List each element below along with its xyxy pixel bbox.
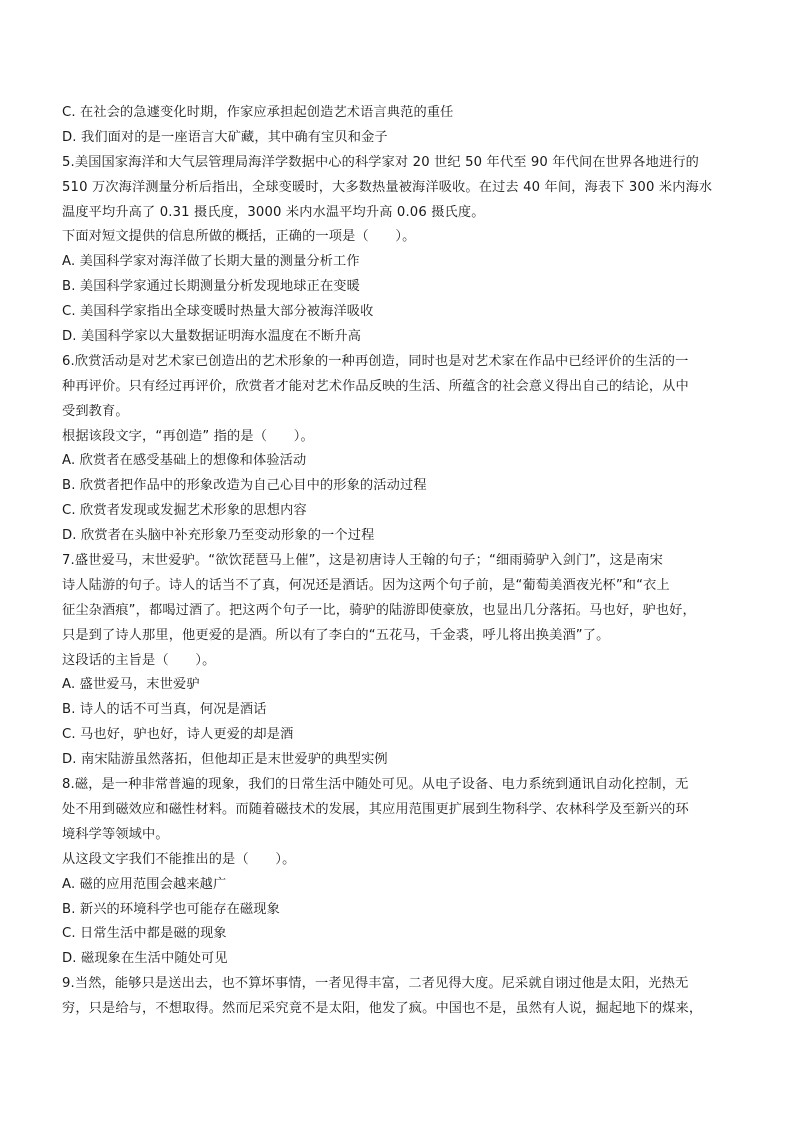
- q7-option-b: B. 诗人的话不可当真，何况是酒话: [62, 702, 267, 718]
- q8-option-d: D. 磁现象在生活中随处可见: [62, 951, 228, 967]
- q7-passage-line: 只是到了诗人那里，他更爱的是酒。所以有了李白的“五花马，千金裘，呼儿将出换美酒”了。: [62, 627, 610, 643]
- q7-passage-line: 诗人陆游的句子。诗人的话当不了真，何况还是酒话。因为这两个句子前，是“葡萄美酒夜光杯”和“衣上: [62, 577, 670, 593]
- q8-passage-line: 境科学等领域中。: [62, 826, 169, 842]
- q6-option-b: B. 欣赏者把作品中的形象改造为自己心目中的形象的活动过程: [62, 478, 427, 494]
- q9-passage-line: 9.当然，能够只是送出去，也不算坏事情，一者见得丰富，二者见得大度。尼采就自诩过他是太阳，光热无: [62, 976, 689, 992]
- q6-option-d: D. 欣赏者在头脑中补充形象乃至变动形象的一个过程: [62, 528, 375, 544]
- q8-passage-line: 处不用到磁效应和磁性材料。而随着磁技术的发展，其应用范围更扩展到生物科学、农林科学及至新兴的环: [62, 801, 689, 817]
- q7-option-a: A. 盛世爱马，末世爱驴: [62, 677, 200, 693]
- q8-option-a: A. 磁的应用范围会越来越广: [62, 876, 227, 892]
- q8-passage-line: 8.磁，是一种非常普遍的现象，我们的日常生活中随处可见。从电子设备、电力系统到通讯自动化控制，无: [62, 777, 689, 793]
- q6-option-a: A. 欣赏者在感受基础上的想像和体验活动: [62, 453, 307, 469]
- q8-option-c: C. 日常生活中都是磁的现象: [62, 926, 227, 942]
- q8-question: 从这段文字我们不能推出的是（ ）。: [62, 851, 296, 867]
- q6-passage-line: 种再评价。只有经过再评价，欣赏者才能对艺术作品反映的生活、所蕴含的社会意义得出自己的结论，从中: [62, 378, 689, 394]
- page-content: [62, 101, 742, 1022]
- q8-option-b: B. 新兴的环境科学也可能存在磁现象: [62, 901, 280, 917]
- q9-passage-line: 穷，只是给与，不想取得。然而尼采究竟不是太阳，他发了疯。中国也不是，虽然有人说，掘起地下的煤来，: [62, 1001, 703, 1017]
- q7-passage-line: 征尘杂酒痕”，都喝过酒了。把这两个句子一比，骑驴的陆游即使豪放，也显出几分落拓。马也好，驴也好，: [62, 602, 696, 618]
- q5-passage-line: 温度平均升高了 0.31 摄氏度，3000 米内水温平均升高 0.06 摄氏度。: [62, 204, 485, 220]
- q5-passage-line: 510 万次海洋测量分析后指出，全球变暖时，大多数热量被海洋吸收。在过去 40 年间，海表下 300 米内海水: [62, 179, 713, 195]
- q5-option-b: B. 美国科学家通过长期测量分析发现地球正在变暖: [62, 279, 360, 295]
- q4-option-c: C. 在社会的急遽变化时期，作家应承担起创造艺术语言典范的重任: [62, 105, 454, 120]
- q5-option-c: C. 美国科学家指出全球变暖时热量大部分被海洋吸收: [62, 304, 374, 320]
- q6-option-c: C. 欣赏者发现或发掘艺术形象的思想内容: [62, 503, 307, 519]
- q5-question: 下面对短文提供的信息所做的概括，正确的一项是（ ）。: [62, 229, 416, 245]
- q7-option-d: D. 南宋陆游虽然落拓，但他却正是末世爱驴的典型实例: [62, 752, 388, 768]
- q7-question: 这段话的主旨是（ ）。: [62, 652, 216, 668]
- q6-passage-line: 6.欣赏活动是对艺术家已创造出的艺术形象的一种再创造，同时也是对艺术家在作品中已经评价的生活的一: [62, 353, 689, 369]
- q6-question: 根据该段文字，“再创造” 指的是（ ）。: [62, 428, 314, 444]
- q5-option-a: A. 美国科学家对海洋做了长期大量的测量分析工作: [62, 254, 360, 270]
- q4-option-d: D. 我们面对的是一座语言大矿藏，其中确有宝贝和金子: [62, 129, 388, 145]
- q5-passage-line: 5.美国国家海洋和大气层管理局海洋学数据中心的科学家对 20 世纪 50 年代至 90 年代间在世界各地进行的: [62, 154, 700, 170]
- q6-passage-line: 受到教育。: [62, 403, 129, 419]
- q5-option-d: D. 美国科学家以大量数据证明海水温度在不断升高: [62, 329, 362, 345]
- q7-option-c: C. 马也好，驴也好，诗人更爱的却是酒: [62, 727, 294, 743]
- q7-passage-line: 7.盛世爱马，末世爱驴。“欲饮琵琶马上催”，这是初唐诗人王翰的句子；“细雨骑驴入剑门”，这是南宋: [62, 553, 663, 569]
